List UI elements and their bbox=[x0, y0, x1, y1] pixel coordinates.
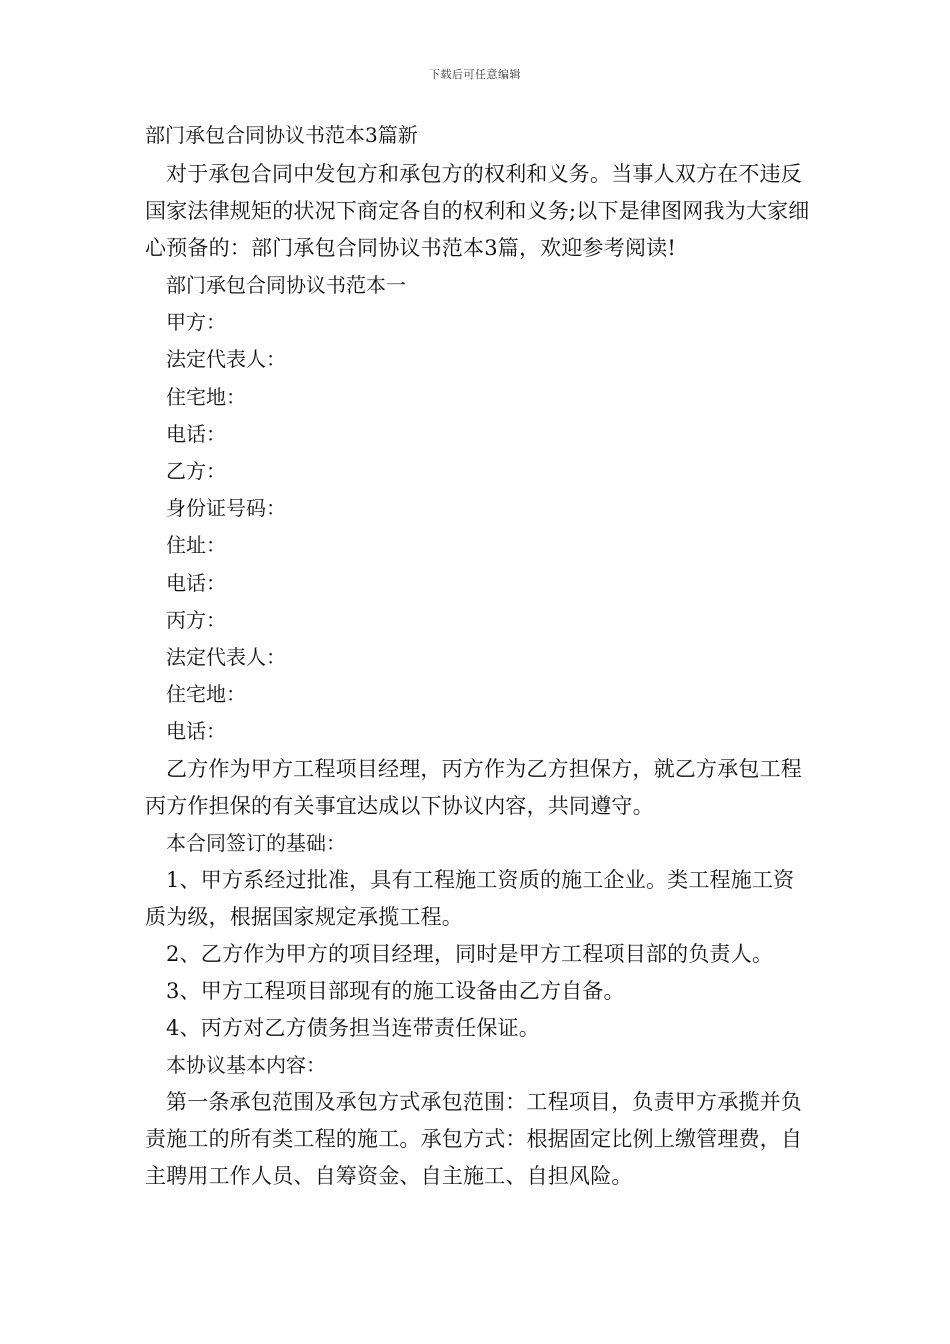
agreement-paragraph: 乙方作为甲方工程项目经理，丙方作为乙方担保方，就乙方承包工程丙方作担保的有关事宜达成以下协议内容，共同遵守。 bbox=[145, 756, 802, 818]
basis-item: 2、乙方作为甲方的项目经理，同时是甲方工程项目部的负责人。 bbox=[166, 941, 774, 966]
basis-item: 1、甲方系经过批准，具有工程施工资质的施工企业。类工程施工资质为级，根据国家规定承揽工程。 bbox=[145, 867, 795, 929]
section-title: 部门承包合同协议书范本一 bbox=[166, 273, 406, 297]
party-field: 住宅地： bbox=[166, 384, 246, 409]
basis-item: 4、丙方对乙方债务担当连带责任保证。 bbox=[166, 1015, 540, 1040]
content-heading: 本协议基本内容： bbox=[166, 1052, 326, 1077]
document-title: 部门承包合同协议书范本3篇新 bbox=[145, 123, 418, 147]
intro-paragraph: 对于承包合同中发包方和承包方的权利和义务。当事人双方在不违反国家法律规矩的状况下商定各自的权利和义务;以下是律图网我为大家细心预备的：部门承包合同协议书范本3篇，欢迎参考阅读! bbox=[145, 162, 810, 260]
party-field: 法定代表人： bbox=[166, 347, 286, 372]
party-field: 电话： bbox=[166, 719, 226, 744]
header-note: 下载后可任意编辑 bbox=[429, 68, 521, 81]
document-body bbox=[145, 118, 810, 1195]
basis-item: 3、甲方工程项目部现有的施工设备由乙方自备。 bbox=[166, 978, 625, 1003]
party-field: 电话： bbox=[166, 421, 226, 446]
party-field: 身份证号码： bbox=[166, 496, 286, 521]
party-field: 住宅地： bbox=[166, 682, 246, 707]
party-field: 电话： bbox=[166, 570, 226, 595]
party-field: 住址： bbox=[166, 533, 226, 558]
party-field: 乙方： bbox=[166, 459, 226, 484]
party-field: 甲方： bbox=[166, 310, 226, 335]
basis-heading: 本合同签订的基础： bbox=[166, 830, 346, 855]
party-field: 法定代表人： bbox=[166, 645, 286, 670]
party-field: 丙方： bbox=[166, 607, 226, 632]
article-one-paragraph: 第一条承包范围及承包方式承包范围：工程项目，负责甲方承揽并负责施工的所有类工程的施工。承包方式：根据固定比例上缴管理费，自主聘用工作人员、自筹资金、自主施工、自担风险。 bbox=[145, 1090, 803, 1189]
